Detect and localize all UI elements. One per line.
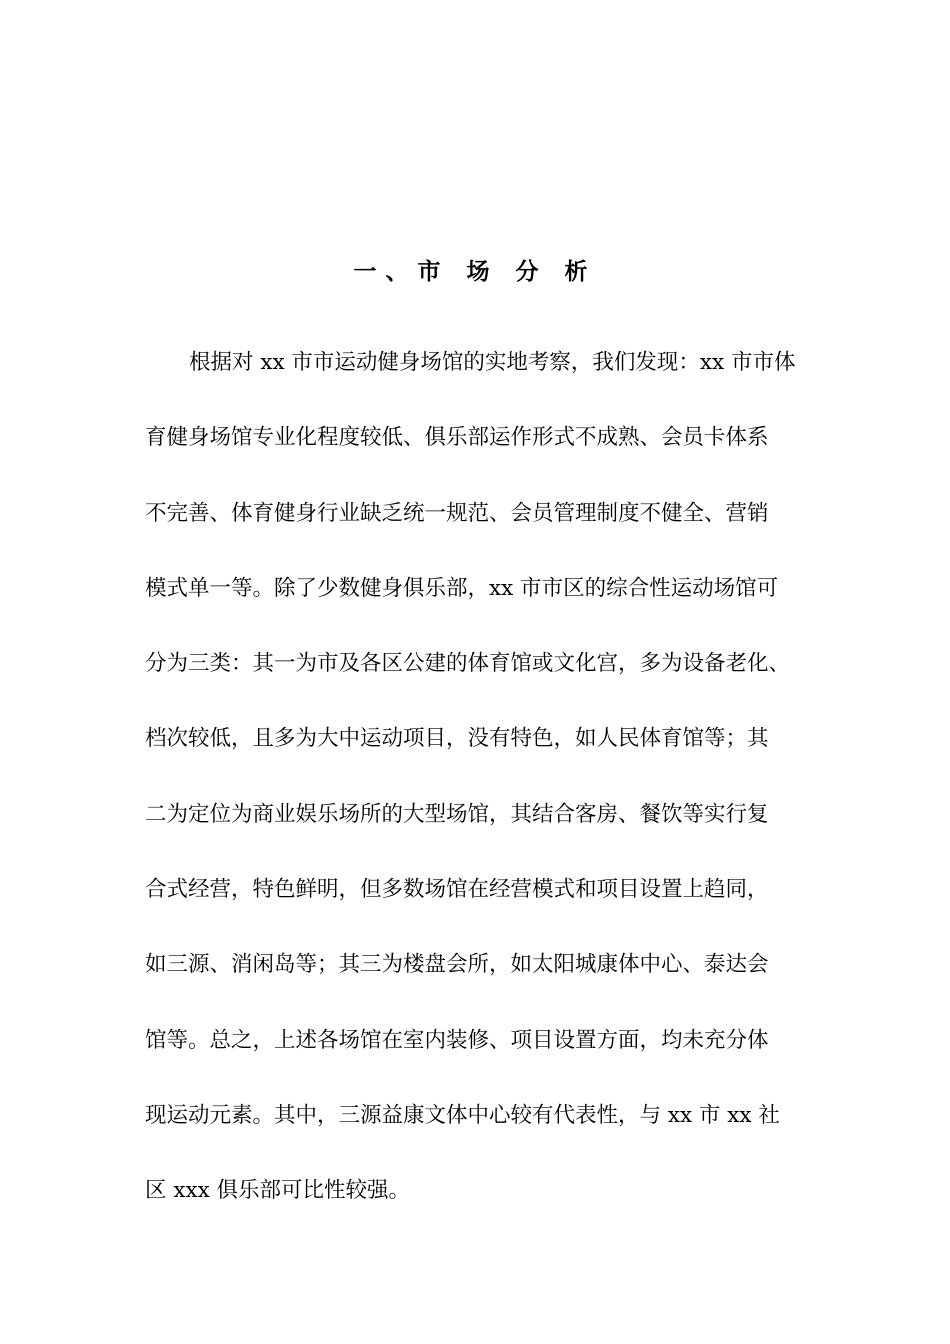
paragraph-line: 馆等。总之，上述各场馆在室内装修、项目设置方面，均未充分体 [145, 1027, 769, 1053]
section-heading: 一、市 场 分 析 [353, 259, 597, 285]
paragraph-line: 合式经营，特色鲜明，但多数场馆在经营模式和项目设置上趋同， [145, 877, 769, 903]
paragraph-line: 档次较低，且多为大中运动项目，没有特色，如人民体育馆等；其 [145, 726, 769, 752]
paragraph-line: 分为三类：其一为市及各区公建的体育馆或文化宫，多为设备老化、 [145, 651, 791, 677]
paragraph-line: 区 xxx 俱乐部可比性较强。 [145, 1178, 411, 1204]
paragraph-line: 现运动元素。其中，三源益康文体中心较有代表性，与 xx 市 xx 社 [145, 1102, 780, 1128]
paragraph-line: 不完善、体育健身行业缺乏统一规范、会员管理制度不健全、营销 [145, 500, 769, 526]
paragraph-line: 二为定位为商业娱乐场所的大型场馆，其结合客房、餐饮等实行复 [145, 801, 769, 827]
paragraph-line: 如三源、消闲岛等；其三为楼盘会所，如太阳城康体中心、泰达会 [145, 952, 769, 978]
body-paragraph [145, 340, 835, 1244]
paragraph-line: 根据对 xx 市市运动健身场馆的实地考察，我们发现：xx 市市体 [189, 350, 796, 375]
paragraph-line: 育健身场馆专业化程度较低、俱乐部运作形式不成熟、会员卡体系 [145, 425, 769, 451]
paragraph-line: 模式单一等。除了少数健身俱乐部，xx 市市区的综合性运动场馆可 [145, 575, 779, 601]
